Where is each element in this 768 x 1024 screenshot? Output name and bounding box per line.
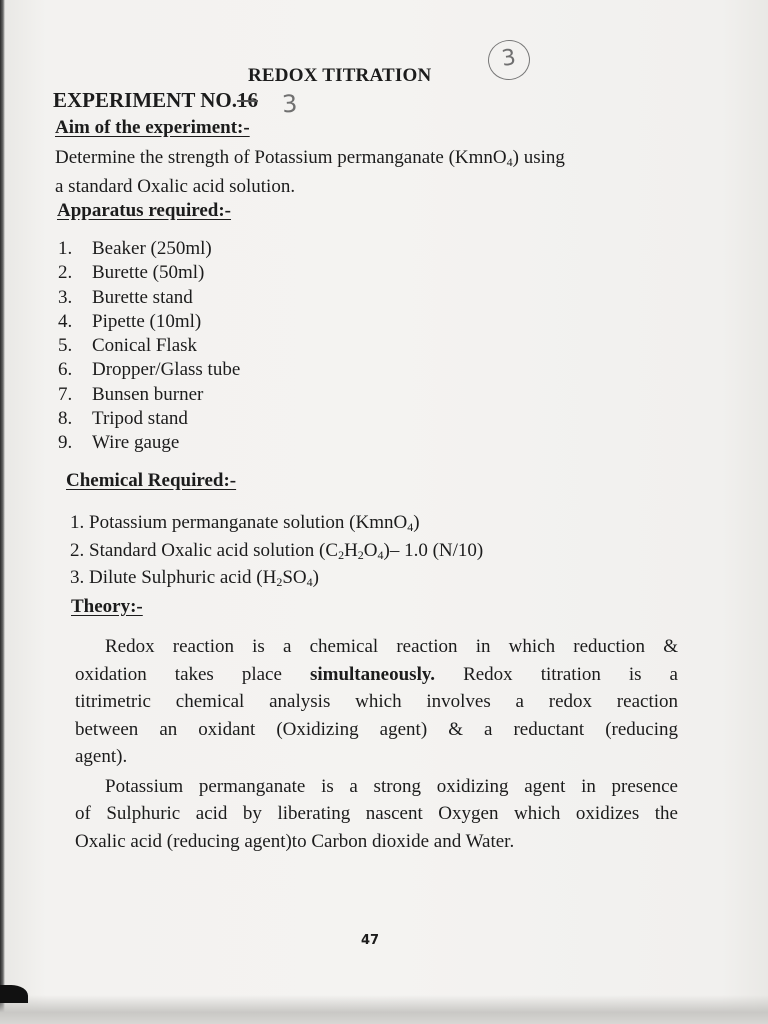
chemicals-heading: Chemical Required:- xyxy=(66,470,237,491)
apparatus-heading: Apparatus required:- xyxy=(57,200,232,221)
page-corner-shadow xyxy=(0,985,28,1003)
aim-text xyxy=(55,143,565,201)
list-item: 2. Standard Oxalic acid solution $(C_2H_2O_4)-$ 1.0 (N/10) xyxy=(70,539,484,562)
aim-line-1: Determine the strength of Potassium permanganate (KmnO$_4$) using xyxy=(55,147,565,169)
list-item: 3. Dilute Sulphuric acid $(H_2SO_4)$ xyxy=(70,567,319,589)
theory-heading: Theory:- xyxy=(71,596,143,617)
page-left-edge xyxy=(0,0,5,1024)
theory-line: oxidation takes place simultaneously. Redox titration is a xyxy=(75,663,678,685)
theory-paragraphs xyxy=(75,633,678,855)
aim-line-2: a standard Oxalic acid solution. xyxy=(55,176,296,197)
chemicals-list xyxy=(70,510,483,593)
list-item: 3. Burette stand xyxy=(58,286,193,308)
theory-line: of Sulphuric acid by liberating nascent Oxygen which oxidizes the xyxy=(75,803,678,824)
apparatus-list xyxy=(58,237,240,456)
page-number: 47 xyxy=(361,933,380,948)
list-item: 9. Wire gauge xyxy=(58,432,180,454)
list-item: 6. Dropper/Glass tube xyxy=(58,359,241,381)
list-item: 4. Pipette (10ml) xyxy=(58,310,202,332)
aim-heading: Aim of the experiment:- xyxy=(55,117,250,138)
experiment-number xyxy=(53,88,258,113)
theory-line: Potassium permanganate is a strong oxidizing agent in presence xyxy=(105,775,678,797)
theory-line: between an oxidant (Oxidizing agent) & a reductant (reducing xyxy=(75,718,678,740)
list-item: 1. Potassium permanganate solution (KmnO$_4$) xyxy=(70,512,420,534)
list-item: 7. Bunsen burner xyxy=(58,383,204,405)
list-item: 2. Burette (50ml) xyxy=(58,262,205,284)
handwritten-experiment-number: 3 xyxy=(281,89,299,119)
experiment-label: EXPERIMENT NO. xyxy=(53,88,237,112)
page-title: REDOX TITRATION xyxy=(248,65,432,86)
page-bottom-shadow xyxy=(0,995,768,1024)
list-item: 1. Beaker (250ml) xyxy=(58,238,212,259)
theory-line: agent). xyxy=(75,746,128,767)
list-item: 5. Conical Flask xyxy=(58,335,198,357)
theory-line: Oxalic acid (reducing agent)to Carbon dioxide and Water. xyxy=(75,830,515,852)
theory-line: titrimetric chemical analysis which involves a redox reaction xyxy=(75,691,678,712)
experiment-struck-number: 16 xyxy=(236,88,258,112)
handwritten-circled-number: 3 xyxy=(485,37,532,82)
theory-line: Redox reaction is a chemical reaction in which reduction & xyxy=(105,636,678,657)
list-item: 8. Tripod stand xyxy=(58,408,188,430)
